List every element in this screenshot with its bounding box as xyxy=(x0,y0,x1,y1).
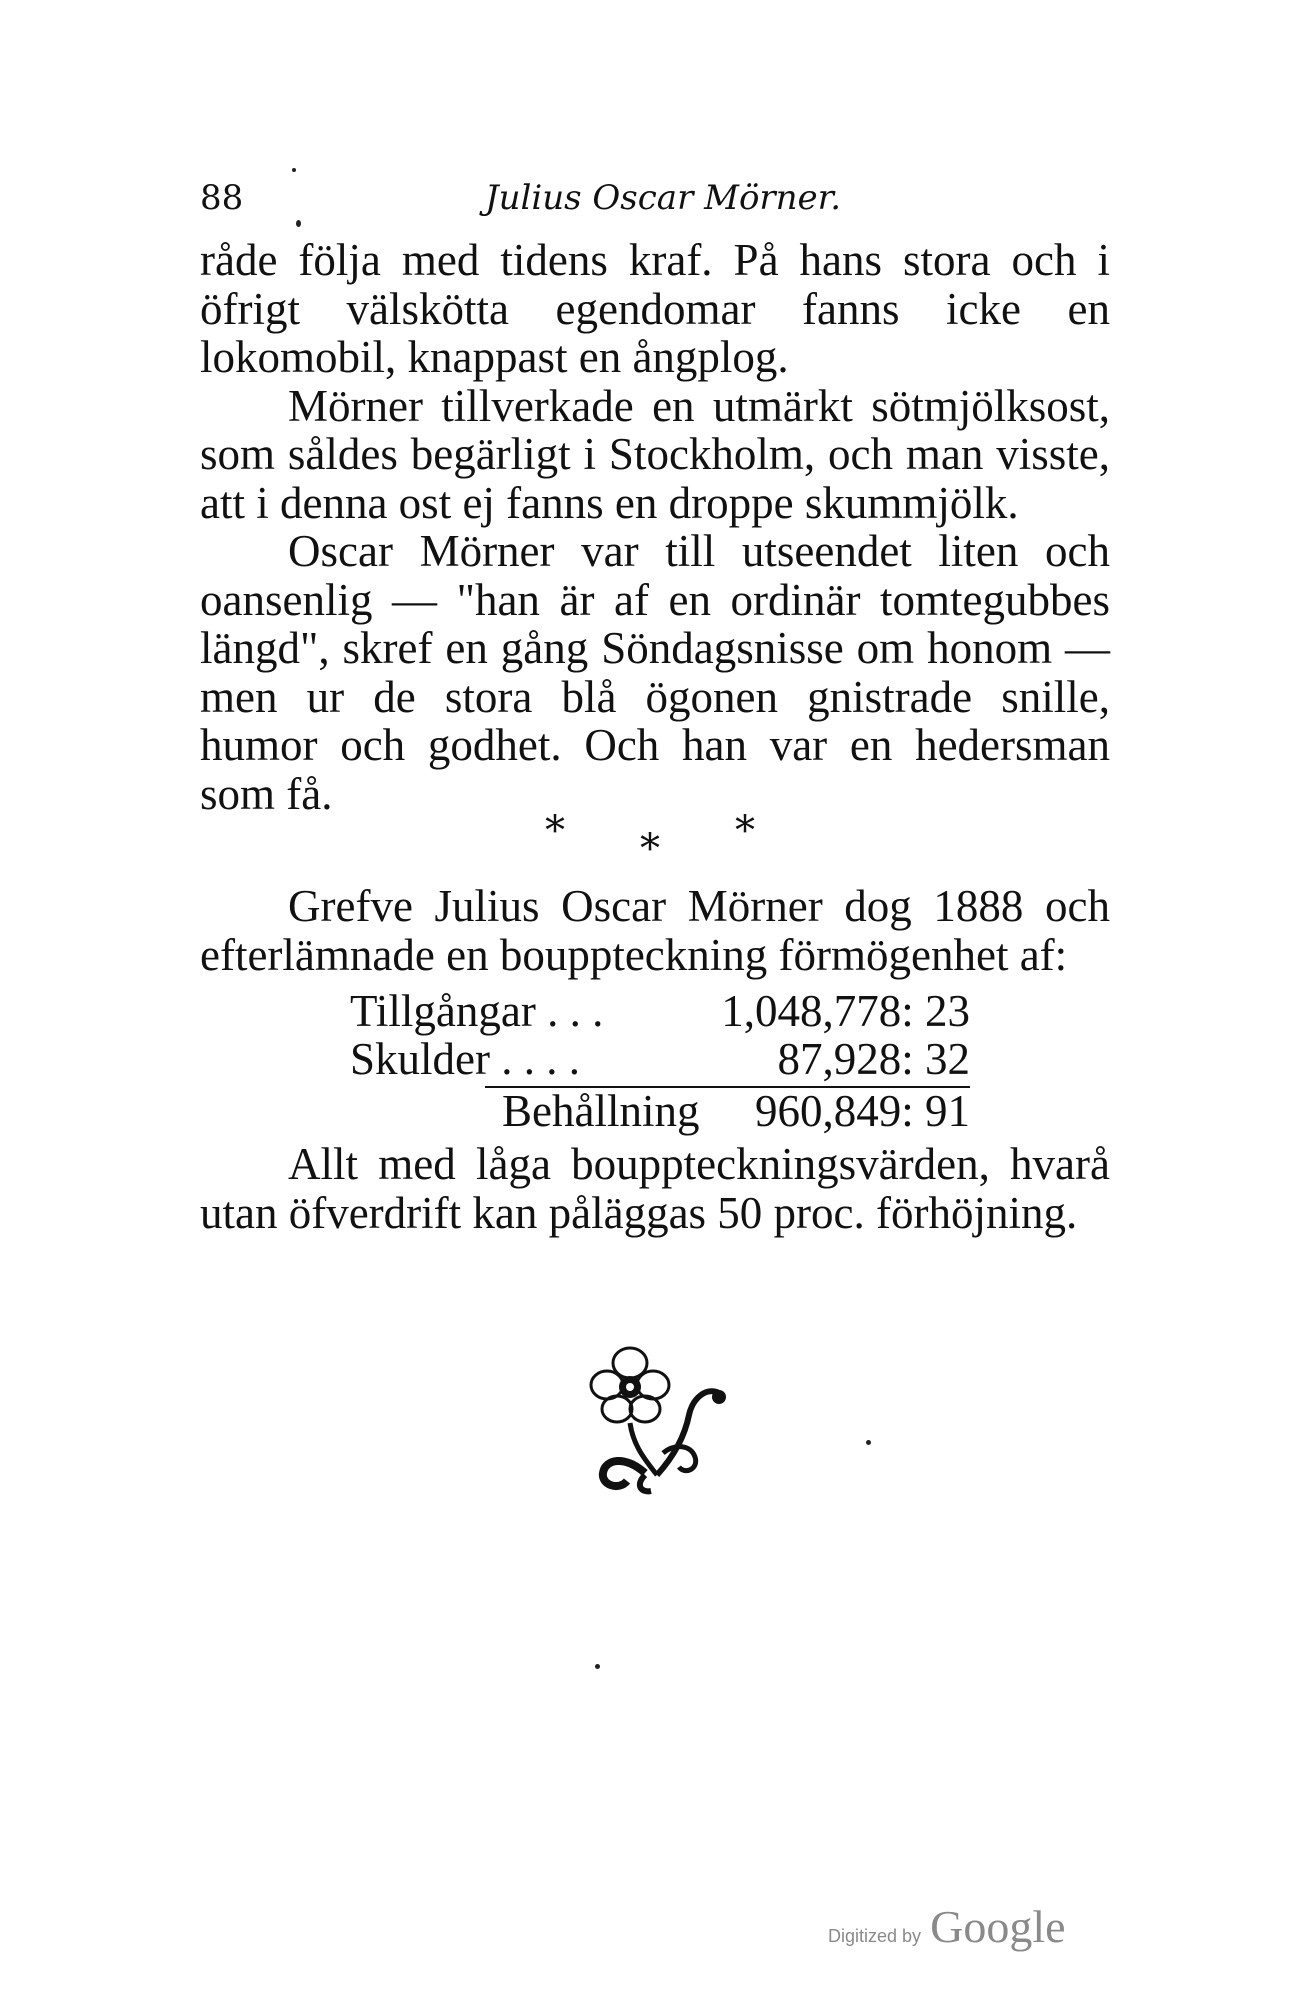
section-separator xyxy=(0,808,1300,872)
sum-rule xyxy=(485,1086,970,1088)
debts-label: Skulder . . . . xyxy=(350,1034,580,1084)
digitized-by-google-watermark xyxy=(828,1900,1066,1950)
google-logo-text: Google xyxy=(930,1901,1066,1952)
estate-intro xyxy=(200,882,1110,979)
inventory-row-debts xyxy=(350,1033,970,1084)
paragraph-3: Oscar Mörner var till utseendet liten och oansenlig — "han är af en ordinär tomtegubbes längd", skref en gång Söndagsnisse om honom — men ur de stora blå ögonen gnistrade snille, humor och godhet. Och han var en hedersman som få. xyxy=(200,526,1110,819)
balance-value: 960,849: 91 xyxy=(754,1086,970,1136)
estate-intro-text: Grefve Julius Oscar Mörner dog 1888 och efterlämnade en bouppteckning förmögenhet af: xyxy=(200,881,1110,980)
print-speck xyxy=(292,168,296,172)
closing-text: Allt med låga bouppteckningsvärden, hvarå utan öfverdrift kan påläggas 50 proc. förhöjning. xyxy=(200,1139,1110,1238)
body-text xyxy=(200,236,1110,818)
closing-paragraph xyxy=(200,1140,1110,1237)
separator-star: * xyxy=(640,826,660,872)
balance-label: Behållning xyxy=(502,1086,700,1136)
assets-label: Tillgångar . . . xyxy=(350,986,604,1036)
separator-star: * xyxy=(735,808,755,854)
paragraph-1: råde följa med tidens kraf. På hans stora och i öfrigt välskötta egendomar fanns icke en lokomobil, knappast en ångplog. xyxy=(200,235,1110,382)
separator-star: * xyxy=(545,808,565,854)
print-speck xyxy=(296,220,301,227)
flower-ornament-icon xyxy=(585,1335,735,1495)
print-speck xyxy=(595,1664,600,1669)
running-title: Julius Oscar Mörner. xyxy=(485,178,842,218)
inventory-row-balance xyxy=(350,1085,970,1136)
assets-value: 1,048,778: 23 xyxy=(721,986,970,1036)
digitized-by-text: Digitized by xyxy=(828,1926,922,1946)
debts-value: 87,928: 32 xyxy=(777,1034,970,1084)
inventory-row-assets xyxy=(350,985,970,1036)
print-speck xyxy=(866,1440,871,1445)
page-number: 88 xyxy=(200,178,244,218)
page-header xyxy=(200,178,1100,226)
paragraph-2: Mörner tillverkade en utmärkt sötmjölksost, som såldes begärligt i Stockholm, och man visste, att i denna ost ej fanns en droppe skummjölk. xyxy=(200,380,1110,528)
